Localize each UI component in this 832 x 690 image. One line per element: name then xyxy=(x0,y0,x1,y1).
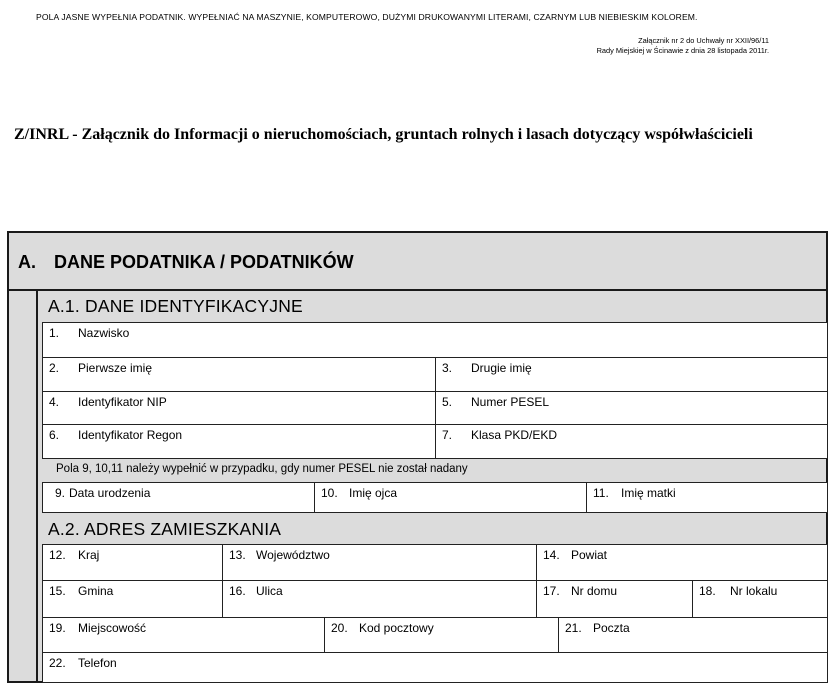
field-label: Kraj xyxy=(78,548,100,562)
field-first-name[interactable] xyxy=(42,357,436,392)
field-regon[interactable] xyxy=(42,424,436,459)
field-house-number[interactable] xyxy=(536,580,693,618)
field-label: Data urodzenia xyxy=(69,486,151,500)
field-label: Kod pocztowy xyxy=(359,621,434,635)
field-label: Imię matki xyxy=(621,486,676,500)
field-number: 19. xyxy=(49,621,66,635)
field-number: 18. xyxy=(699,584,716,598)
pesel-note: Pola 9, 10,11 należy wypełnić w przypadku, gdy numer PESEL nie został nadany xyxy=(56,463,468,475)
field-number: 11. xyxy=(593,486,609,500)
field-number: 22. xyxy=(49,656,66,670)
section-a-title: DANE PODATNIKA / PODATNIKÓW xyxy=(54,252,354,272)
field-number: 1. xyxy=(49,326,60,340)
field-label: Nazwisko xyxy=(78,326,130,340)
attachment-reference-council: Rady Miejskiej w Ścinawie z dnia 28 listopada 2011r. xyxy=(596,46,769,55)
field-mother-name[interactable] xyxy=(586,482,828,513)
field-phone[interactable] xyxy=(42,652,828,683)
field-number: 6. xyxy=(49,428,60,442)
field-apartment-number[interactable] xyxy=(692,580,828,618)
field-label: Województwo xyxy=(256,548,330,562)
field-voivodeship[interactable] xyxy=(222,544,537,581)
field-number: 16. xyxy=(229,584,246,598)
field-number: 13. xyxy=(229,548,246,562)
field-number: 15. xyxy=(49,584,66,598)
field-number: 2. xyxy=(49,361,60,375)
field-postal-code[interactable] xyxy=(324,617,559,653)
field-number: 20. xyxy=(331,621,348,635)
field-label: Pierwsze imię xyxy=(78,361,153,375)
field-label: Poczta xyxy=(593,621,630,635)
field-label: Identyfikator NIP xyxy=(78,395,167,409)
field-label: Powiat xyxy=(571,548,608,562)
section-a-indent-line xyxy=(36,291,38,681)
field-label: Drugie imię xyxy=(471,361,532,375)
field-second-name[interactable] xyxy=(435,357,828,392)
field-label: Numer PESEL xyxy=(471,395,550,409)
field-label: Imię ojca xyxy=(349,486,398,500)
document-title: Z/INRL - Załącznik do Informacji o nieruchomościach, gruntach rolnych i lasach dotyczący współwłaścicieli xyxy=(14,126,753,143)
field-surname[interactable] xyxy=(42,322,828,358)
field-number: 14. xyxy=(543,548,560,562)
field-birth-date[interactable] xyxy=(42,482,315,513)
field-district[interactable] xyxy=(536,544,828,581)
field-nip[interactable] xyxy=(42,391,436,425)
field-label: Ulica xyxy=(256,584,283,598)
form-instruction: POLA JASNE WYPEŁNIA PODATNIK. WYPEŁNIAĆ NA MASZYNIE, KOMPUTEROWO, DUŻYMI DRUKOWANYMI LITERAMI, CZARNYM LUB NIEBIESKIM KOLOREM. xyxy=(36,12,698,22)
field-number: 9. xyxy=(55,486,66,500)
field-number: 10. xyxy=(321,486,338,500)
field-number: 3. xyxy=(442,361,453,375)
field-label: Nr domu xyxy=(571,584,618,598)
field-pkd-ekd[interactable] xyxy=(435,424,828,459)
field-number: 21. xyxy=(565,621,582,635)
section-a-letter: A. xyxy=(18,252,36,272)
field-label: Nr lokalu xyxy=(730,584,778,598)
field-number: 17. xyxy=(543,584,560,598)
field-street[interactable] xyxy=(222,580,537,618)
field-country[interactable] xyxy=(42,544,223,581)
field-pesel[interactable] xyxy=(435,391,828,425)
field-commune[interactable] xyxy=(42,580,223,618)
field-label: Identyfikator Regon xyxy=(78,428,183,442)
field-number: 12. xyxy=(49,548,66,562)
field-number: 7. xyxy=(442,428,453,442)
section-a-heading xyxy=(18,252,354,273)
field-post-office[interactable] xyxy=(558,617,828,653)
attachment-reference: Załącznik nr 2 do Uchwały nr XXII/96/11 xyxy=(638,36,769,45)
subsection-a1-heading: A.1. DANE IDENTYFIKACYJNE xyxy=(48,296,303,316)
field-label: Miejscowość xyxy=(78,621,147,635)
field-locality[interactable] xyxy=(42,617,325,653)
field-label: Gmina xyxy=(78,584,114,598)
field-number: 5. xyxy=(442,395,453,409)
field-number: 4. xyxy=(49,395,60,409)
subsection-a2-heading: A.2. ADRES ZAMIESZKANIA xyxy=(48,519,282,539)
field-label: Telefon xyxy=(78,656,117,670)
field-father-name[interactable] xyxy=(314,482,587,513)
field-label: Klasa PKD/EKD xyxy=(471,428,558,442)
section-a-divider xyxy=(9,289,826,291)
